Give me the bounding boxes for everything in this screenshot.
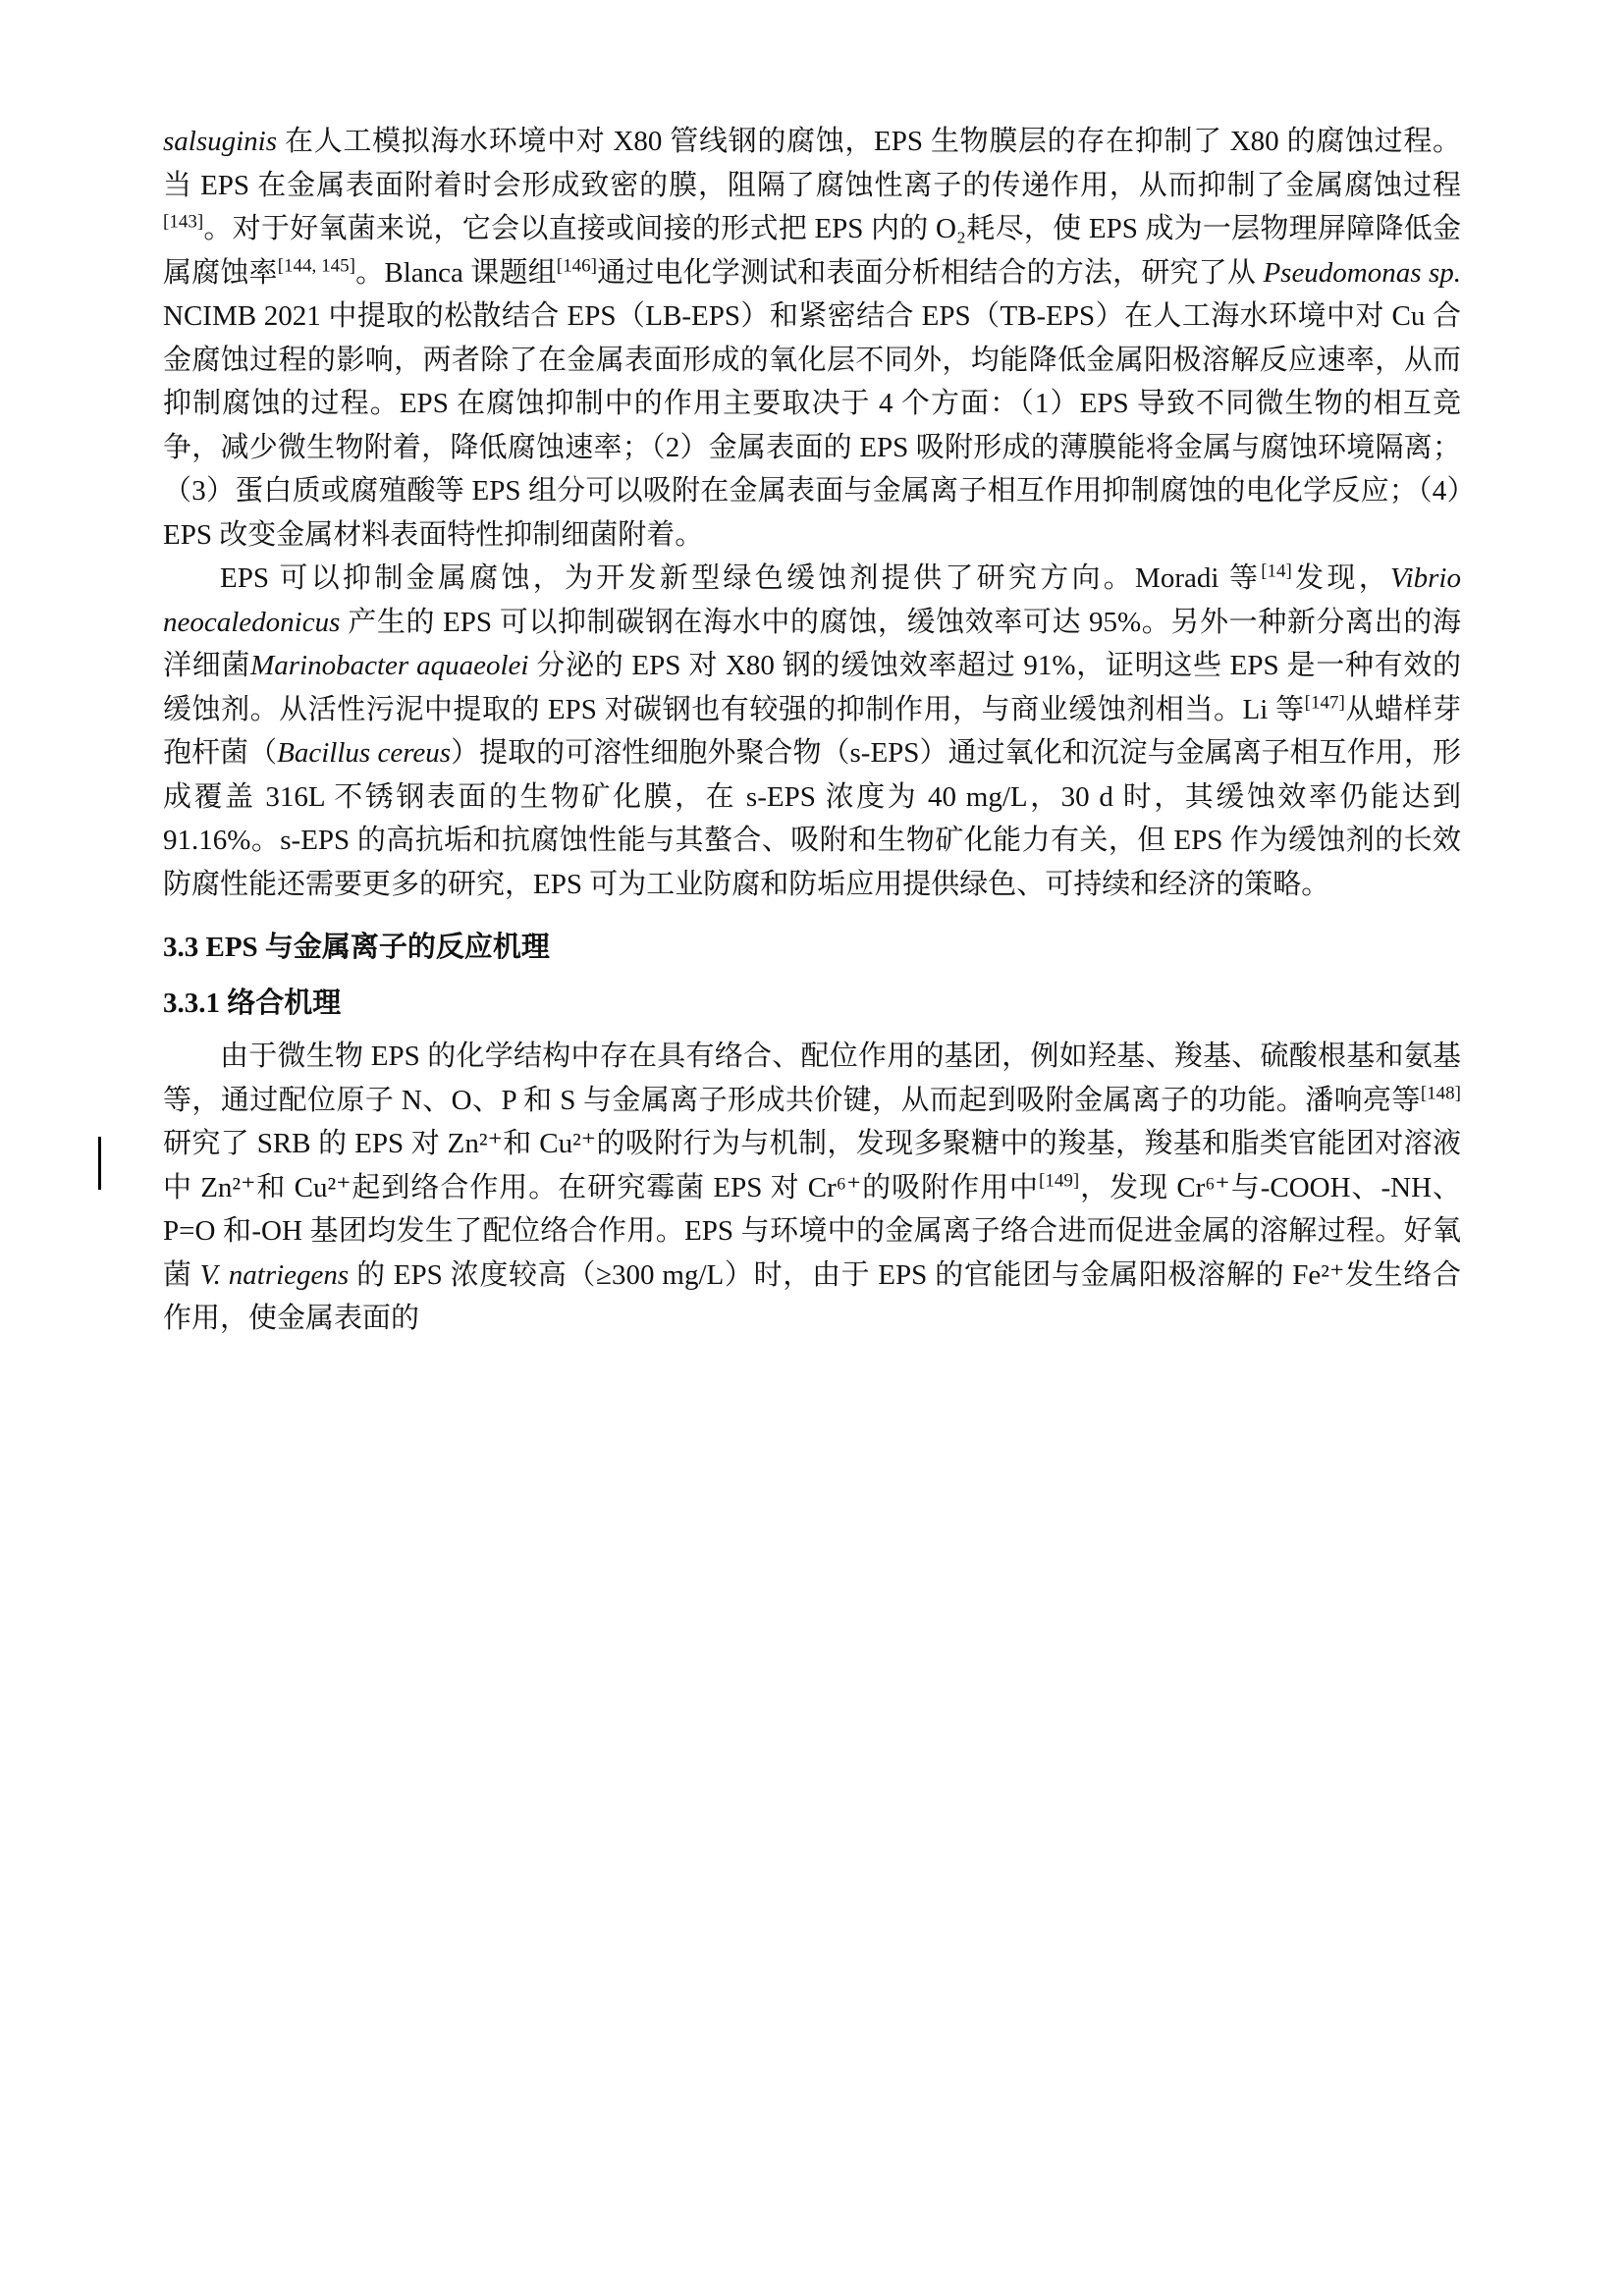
- section-heading-3-3-1: [163, 982, 1461, 1026]
- body-text: 产生的 EPS 可以抑制碳钢在海水中的腐蚀，缓蚀效率可达 95%。另外一种新分离出的海洋细菌: [163, 606, 1461, 681]
- citation-superscript: [146]: [556, 254, 597, 276]
- species-name-italic: salsuginis: [163, 126, 278, 157]
- citation-superscript: [149]: [1039, 1169, 1080, 1191]
- body-text: ）提取的可溶性细胞外聚合物（s-EPS）通过氧化和沉淀与金属离子相互作用，形成覆盖 316L 不锈钢表面的生物矿化膜，在 s-EPS 浓度为 40 mg/L，30 d 时，其缓蚀效率仍能达到 91.16%。s-EPS 的高抗垢和抗腐蚀性能与其螯合、吸附和生物矿化能力有关，但 EPS 作为缓蚀剂的长效防腐性能还需要更多的研究，EPS 可为工业防腐和防垢应用提供绿色、可持续和经济的策略。: [163, 737, 1461, 900]
- citation-superscript: [14]: [1261, 561, 1292, 582]
- species-name-italic: Bacillus cereus: [277, 737, 452, 769]
- species-name-italic: V. natriegens: [199, 1258, 350, 1291]
- body-text: 由于微生物 EPS 的化学结构中存在具有络合、配位作用的基团，例如羟基、羧基、硫酸根基和氨基等，通过配位原子 N、O、P 和 S 与金属离子形成共价键，从而起到吸附金属离子的功能。潘响亮等: [163, 1041, 1461, 1116]
- body-text: ，发现 Cr⁶⁺与-COOH、-NH、P=O 和-OH 基团均发生了配位络合作用。EPS 与环境中的金属离子络合进而促进金属的溶解过程。好氧菌: [163, 1171, 1461, 1291]
- body-text: 。对于好氧菌来说，它会以直接或间接的形式把 EPS 内的 O₂耗尽，使 EPS 成为一层物理屏障降低金属腐蚀率: [163, 213, 1461, 289]
- body-text: 分泌的 EPS 对 X80 钢的缓蚀效率超过 91%，证明这些 EPS 是一种有效的缓蚀剂。从活性污泥中提取的 EPS 对碳钢也有较强的抑制作用，与商业缓蚀剂相当。Li 等: [163, 650, 1461, 725]
- citation-superscript: [144, 145]: [277, 254, 356, 276]
- body-text: 在人工模拟海水环境中对 X80 管线钢的腐蚀，EPS 生物膜层的存在抑制了 X80 的腐蚀过程。当 EPS 在金属表面附着时会形成致密的膜，阻隔了腐蚀性离子的传递作用，从而抑制了金属腐蚀过程: [163, 126, 1461, 201]
- species-name-italic: Pseudomonas sp.: [1263, 256, 1461, 289]
- body-text: 3.3 EPS 与金属离子的反应机理: [163, 932, 550, 963]
- body-text: 的 EPS 浓度较高（≥300 mg/L）时，由于 EPS 的官能团与金属阳极溶解的 Fe²⁺发生络合作用，使金属表面的: [163, 1258, 1461, 1334]
- body-text: NCIMB 2021 中提取的松散结合 EPS（LB-EPS）和紧密结合 EPS（TB-EPS）在人工海水环境中对 Cu 合金腐蚀过程的影响，两者除了在金属表面形成的氧化层不同外，均能降低金属阳极溶解反应速率，从而抑制腐蚀的过程。EPS 在腐蚀抑制中的作用主要取决于 4 个方面：（1）EPS 导致不同微生物的相互竞争，减少微生物附着，降低腐蚀速率；（2）金属表面的 EPS 吸附形成的薄膜能将金属与腐蚀环境隔离；（3）蛋白质或腐殖酸等 EPS 组分可以吸附在金属表面与金属离子相互作用抑制腐蚀的电化学反应；（4）EPS 改变金属材料表面特性抑制细菌附着。: [163, 300, 1461, 551]
- body-text: 研究了 SRB 的 EPS 对 Zn²⁺和 Cu²⁺的吸附行为与机制，发现多聚糖中的羧基，羧基和脂类官能团对溶液中 Zn²⁺和 Cu²⁺起到络合作用。在研究霉菌 EPS 对 Cr⁶⁺的吸附作用中: [163, 1128, 1461, 1203]
- body-text: 从蜡样芽孢杆菌（: [163, 693, 1461, 769]
- species-name-italic: Vibrio neocaledonicus: [163, 562, 1461, 638]
- body-text: EPS 可以抑制金属腐蚀，为开发新型绿色缓蚀剂提供了研究方向。Moradi 等: [220, 562, 1262, 594]
- citation-superscript: [147]: [1304, 691, 1345, 713]
- paragraph-complexation-mechanism: [163, 1035, 1461, 1341]
- body-text: 。Blanca 课题组: [355, 256, 557, 289]
- paragraph-green-inhibitor: [163, 557, 1461, 906]
- body-text: 3.3.1 络合机理: [163, 987, 342, 1019]
- citation-superscript: [143]: [163, 211, 204, 233]
- paragraph-eps-corrosion-inhibition: [163, 120, 1461, 557]
- species-name-italic: Marinobacter aquaeolei: [250, 650, 529, 681]
- body-text: 通过电化学测试和表面分析相结合的方法，研究了从: [596, 256, 1264, 289]
- document-body: [163, 120, 1461, 1341]
- body-text: 发现，: [1291, 562, 1391, 594]
- section-heading-3-3: [163, 926, 1461, 970]
- margin-revision-bar: [98, 1137, 101, 1190]
- citation-superscript: [148]: [1420, 1082, 1461, 1103]
